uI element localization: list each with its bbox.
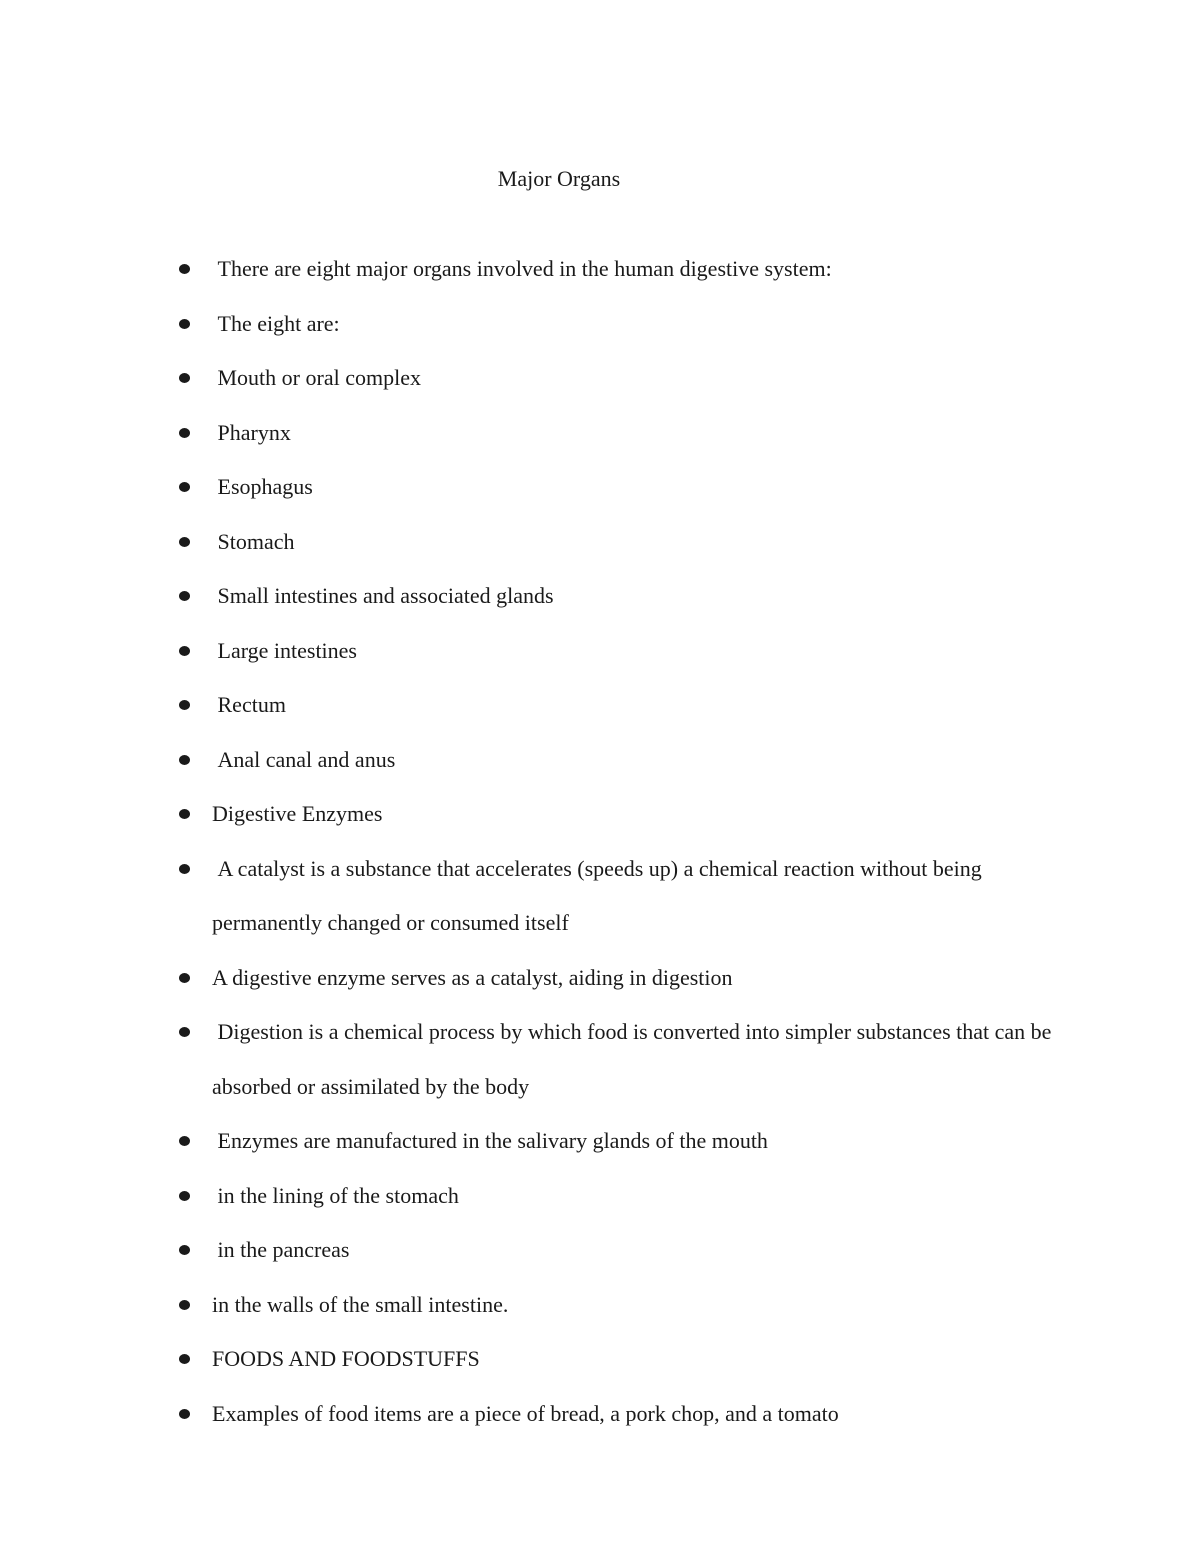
list-item	[178, 787, 1058, 842]
list-item	[178, 733, 1058, 788]
bullet-dot-icon	[179, 973, 190, 983]
bullet-dot-icon	[179, 1300, 190, 1310]
list-item	[178, 951, 1058, 1006]
list-item-text: A digestive enzyme serves as a catalyst, aiding in digestion	[212, 964, 733, 990]
bullet-dot-icon	[179, 482, 190, 492]
list-item-text: Large intestines	[212, 637, 357, 663]
list-item-text: Stomach	[212, 528, 295, 554]
bullet-dot-icon	[179, 264, 190, 274]
list-item	[178, 1005, 1058, 1114]
list-item	[178, 297, 1058, 352]
list-item-text: There are eight major organs involved in the human digestive system:	[212, 256, 832, 281]
bullet-dot-icon	[179, 319, 190, 329]
list-item-text: Pharynx	[212, 419, 291, 445]
bullet-dot-icon	[179, 537, 190, 547]
list-item-text: Mouth or oral complex	[212, 365, 421, 390]
bullet-dot-icon	[179, 1409, 190, 1419]
bullet-dot-icon	[179, 755, 190, 765]
bullet-dot-icon	[179, 1027, 190, 1037]
bullet-dot-icon	[179, 373, 190, 383]
page-title: Major Organs	[497, 166, 621, 191]
bullet-dot-icon	[179, 700, 190, 710]
list-item-text: Small intestines and associated glands	[212, 583, 554, 608]
bullet-dot-icon	[179, 809, 190, 819]
list-item	[178, 624, 1058, 679]
list-item-text: in the pancreas	[212, 1237, 350, 1262]
bullet-list	[178, 242, 1058, 1441]
list-item	[178, 842, 1058, 951]
bullet-dot-icon	[179, 1136, 190, 1146]
bullet-dot-icon	[179, 1191, 190, 1201]
list-item-text: Anal canal and anus	[212, 746, 396, 772]
list-item-text: Digestion is a chemical process by which food is converted into simpler substances that can be absorbed or assimilated by the body	[212, 1019, 1057, 1099]
list-item	[178, 515, 1058, 570]
list-item	[178, 351, 1058, 406]
list-item	[178, 1332, 1058, 1387]
bullet-dot-icon	[179, 1354, 190, 1364]
list-item-text: in the walls of the small intestine.	[212, 1291, 509, 1317]
list-item-text: Enzymes are manufactured in the salivary glands of the mouth	[212, 1128, 768, 1153]
list-item	[178, 242, 1058, 297]
list-item-text: in the lining of the stomach	[212, 1182, 459, 1208]
list-item	[178, 1223, 1058, 1278]
list-item	[178, 406, 1058, 461]
list-item-text: The eight are:	[212, 310, 340, 336]
list-item	[178, 460, 1058, 515]
bullet-dot-icon	[179, 1245, 190, 1255]
list-item-text: Examples of food items are a piece of bread, a pork chop, and a tomato	[212, 1400, 839, 1426]
bullet-dot-icon	[179, 591, 190, 601]
bullet-dot-icon	[179, 646, 190, 656]
list-item-text: Esophagus	[212, 474, 313, 499]
list-item	[178, 1278, 1058, 1333]
list-item	[178, 1169, 1058, 1224]
list-item	[178, 1387, 1058, 1442]
list-item	[178, 1114, 1058, 1169]
list-item-text: FOODS AND FOODSTUFFS	[212, 1346, 480, 1371]
bullet-dot-icon	[179, 428, 190, 438]
list-item-text: Rectum	[212, 692, 286, 717]
list-item	[178, 569, 1058, 624]
list-item-text: Digestive Enzymes	[212, 801, 383, 826]
list-item-text: A catalyst is a substance that accelerates (speeds up) a chemical reaction without being permanently changed or consumed itself	[212, 855, 988, 935]
bullet-dot-icon	[179, 864, 190, 874]
list-item	[178, 678, 1058, 733]
